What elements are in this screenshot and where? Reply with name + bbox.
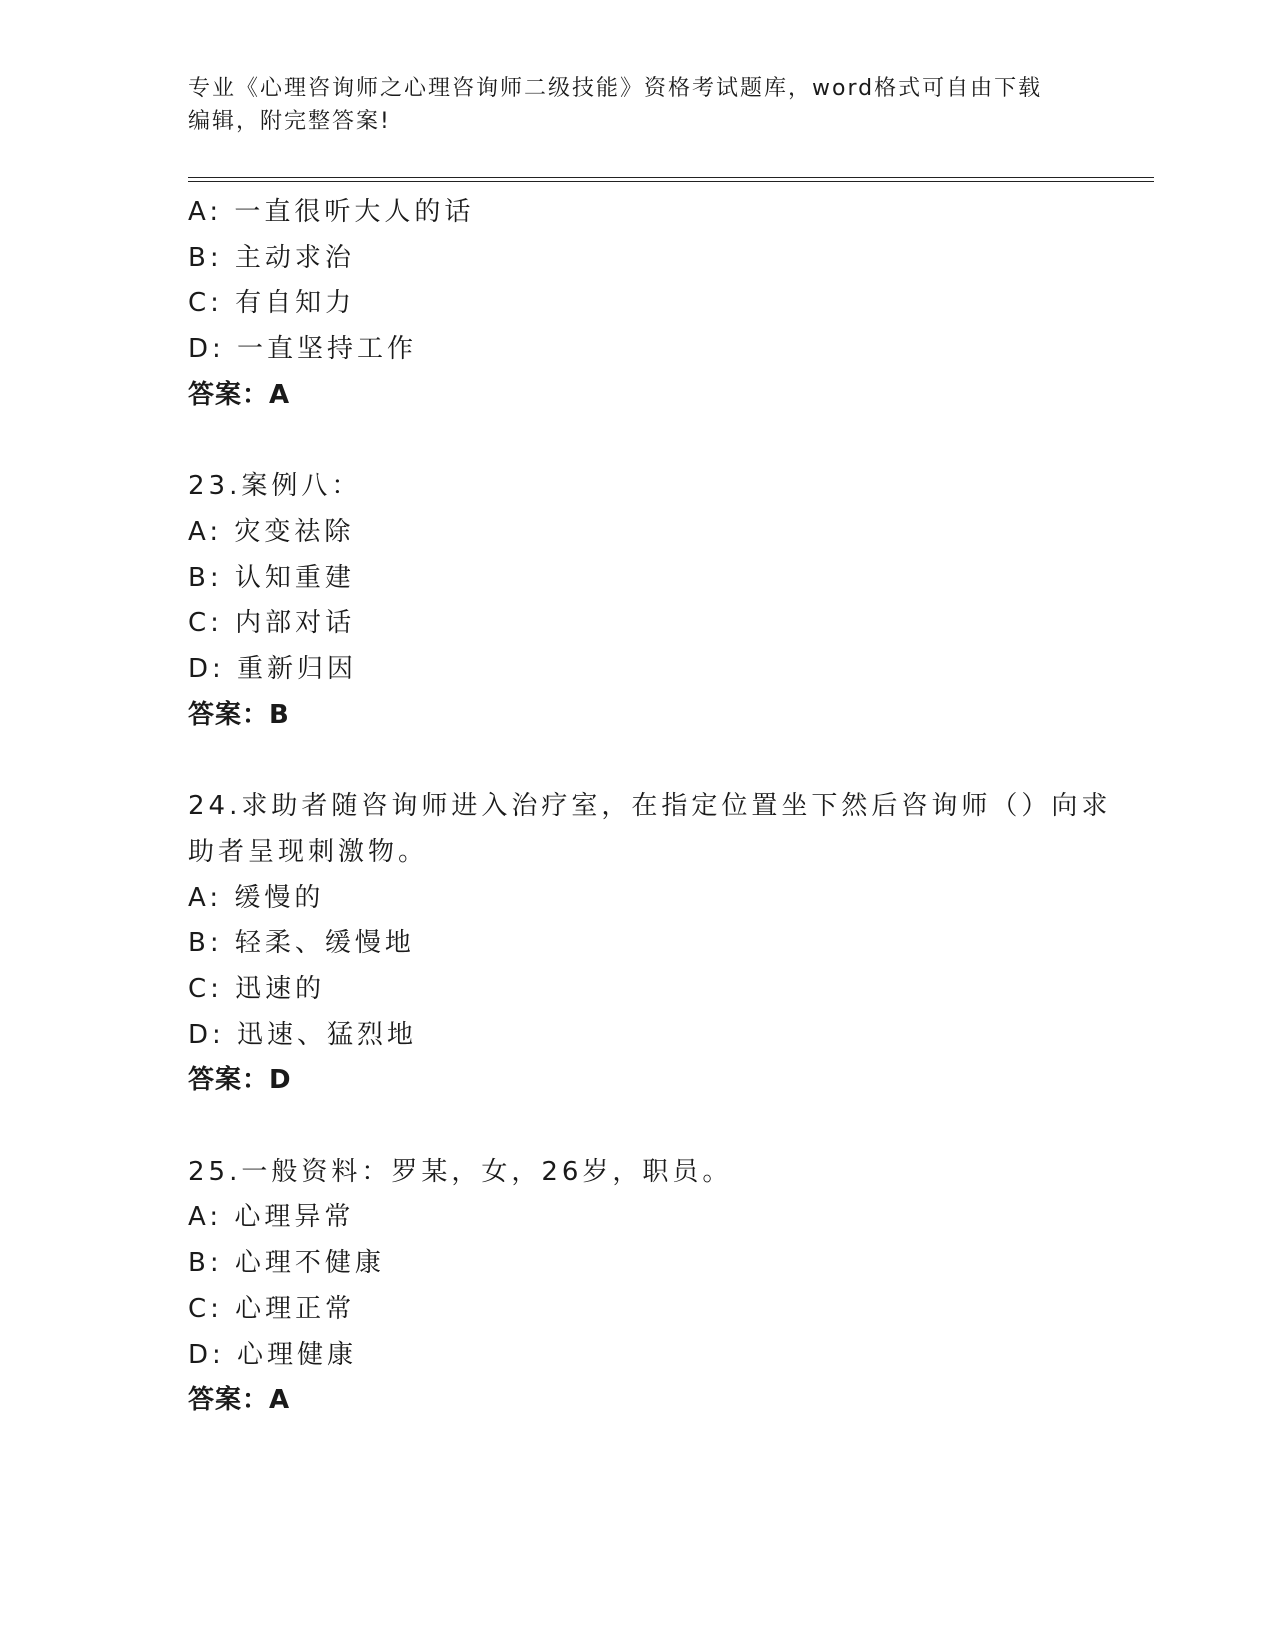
question-list [188, 190, 1112, 1424]
option-b: B: 认知重建 [188, 562, 355, 593]
option-c: C: 有自知力 [188, 288, 356, 319]
question-stem-line-1: 24.求助者随咨询师进入治疗室，在指定位置坐下然后咨询师（）向求 [188, 791, 1112, 822]
question-22 [188, 190, 1088, 419]
option-b: B: 主动求治 [188, 242, 355, 273]
option-a: A: 一直很听大人的话 [188, 197, 475, 227]
header-line-2: 编辑，附完整答案! [188, 109, 391, 134]
option-a: A: 心理异常 [188, 1202, 355, 1233]
option-b: B: 心理不健康 [188, 1248, 385, 1279]
answer-label: 答案：B [188, 699, 290, 730]
spacer [188, 1104, 1088, 1150]
answer-label: 答案：A [188, 1385, 291, 1416]
document-header [188, 72, 1068, 138]
option-d: D: 迅速、猛烈地 [188, 1019, 418, 1050]
answer-label: 答案：D [188, 1065, 292, 1096]
answer-label: 答案：A [188, 379, 291, 410]
question-23 [188, 464, 1088, 738]
question-stem-line-2: 助者呈现刺激物。 [188, 836, 429, 867]
header-divider-top [188, 177, 1154, 178]
option-a: A: 缓慢的 [188, 882, 325, 913]
option-c: C: 内部对话 [188, 608, 356, 639]
header-divider-bottom [188, 181, 1154, 182]
question-25 [188, 1150, 1088, 1424]
question-stem: 25.一般资料：罗某，女，26岁，职员。 [188, 1156, 733, 1187]
option-a: A: 灾变祛除 [188, 516, 355, 547]
option-d: D: 心理健康 [188, 1339, 358, 1370]
option-b: B: 轻柔、缓慢地 [188, 928, 415, 959]
header-line-1: 专业《心理咨询师之心理咨询师二级技能》资格考试题库，word格式可自由下载 [188, 76, 1043, 101]
option-d: D: 重新归因 [188, 654, 358, 685]
option-d: D: 一直坚持工作 [188, 334, 418, 365]
question-24 [188, 784, 1112, 1104]
option-c: C: 心理正常 [188, 1293, 356, 1324]
spacer [188, 419, 1088, 465]
spacer [188, 738, 1088, 784]
question-stem: 23.案例八： [188, 471, 362, 502]
option-c: C: 迅速的 [188, 973, 326, 1004]
